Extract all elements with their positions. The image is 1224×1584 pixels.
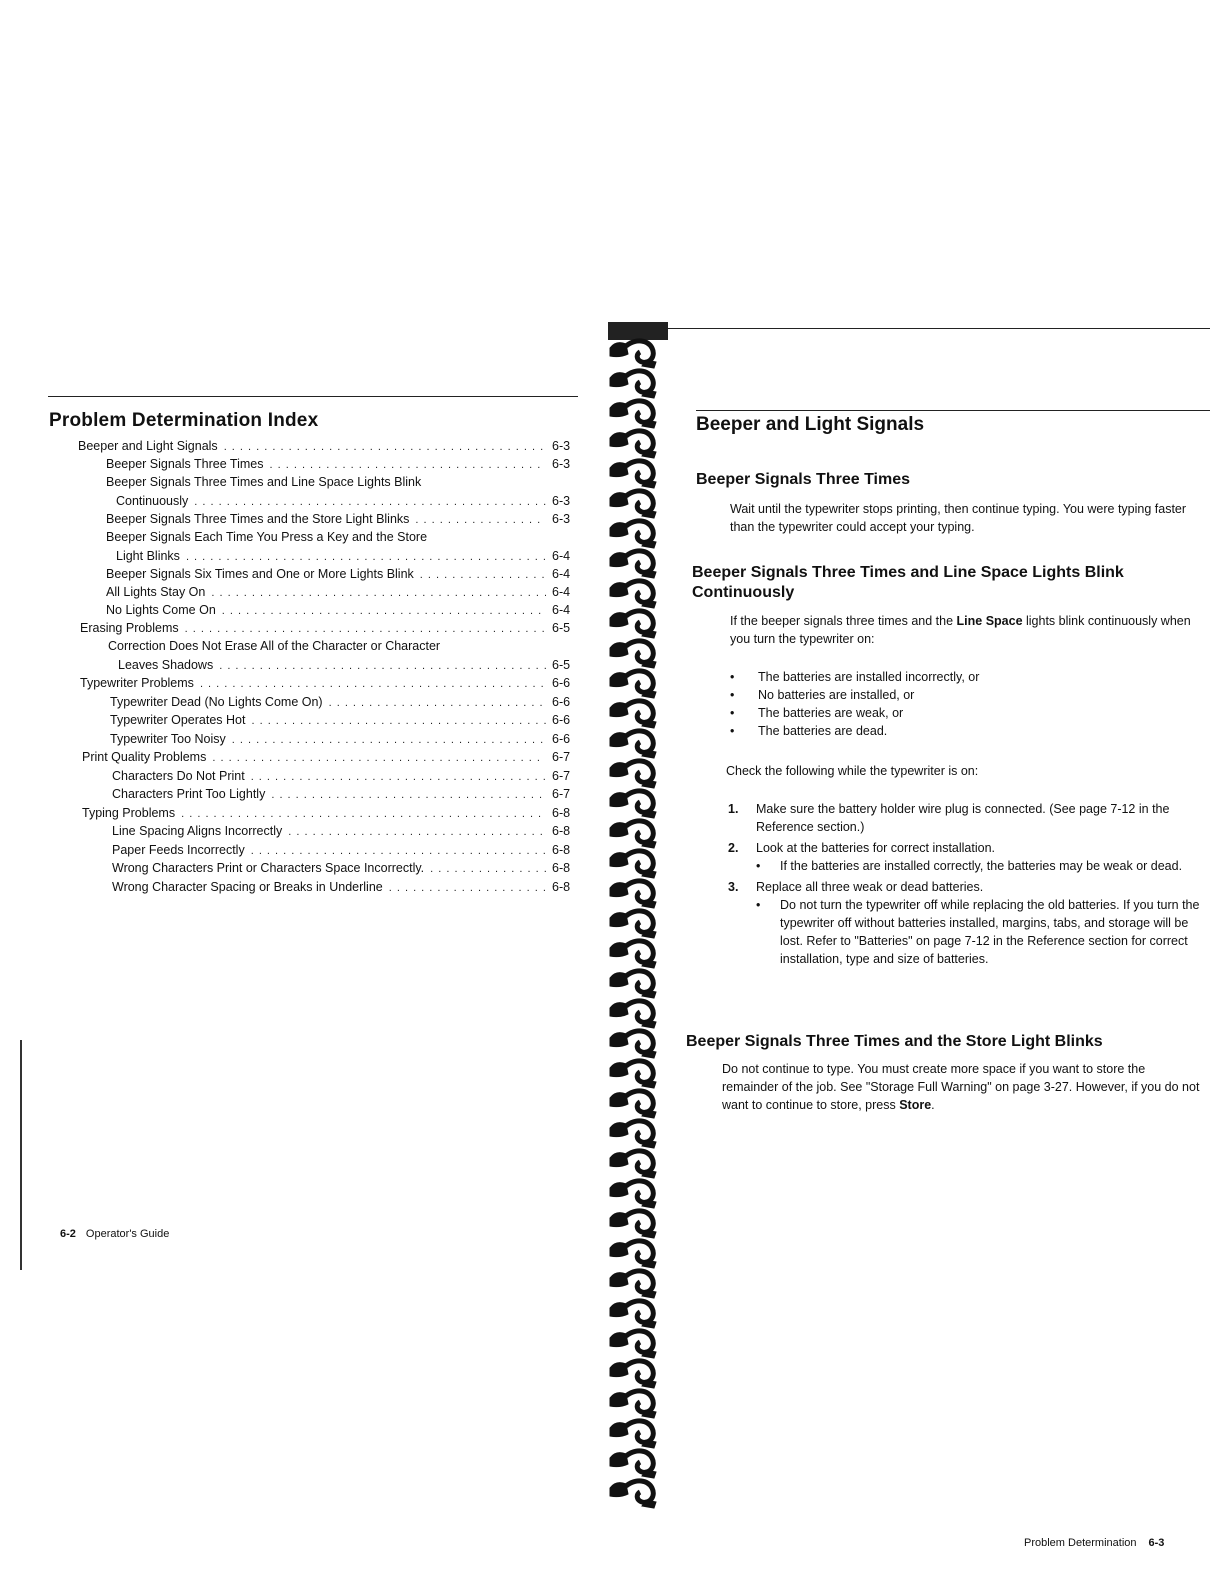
toc-page: 6-7 [552,787,571,801]
right-footer-text: Problem Determination [1024,1537,1137,1549]
toc-page: 6-6 [552,713,571,727]
toc-row-18[interactable] [112,768,578,784]
coil-loop [626,1481,653,1502]
coil-loop [626,701,653,722]
step-item [728,878,1210,968]
toc-row-13[interactable] [80,675,578,691]
toc-page: 6-6 [552,695,571,709]
left-page [0,0,600,1584]
coil-loop [626,641,653,662]
step-sub-item: • Do not turn the typewriter off while replacing the old batteries. If you turn the typewriter off without batteries installed, margins, tabs, and storage will be lost. Refer to "Batteries" on page 7-12 in the Reference section for correct installation, type and size of batteries. [756,898,1200,966]
spine-top-block [608,322,668,340]
intro-text-b: lights blink continuously when you turn the typewriter on: [730,614,1191,646]
step-sub-list [756,857,1210,875]
toc-page: 6-8 [552,880,571,894]
step-number: 2. [728,841,739,855]
toc-page: 6-8 [552,806,571,820]
step-text: Make sure the battery holder wire plug is connected. (See page 7-12 in the Reference section.) [756,802,1170,834]
coil-loop [626,791,653,812]
step-sub-item: • If the batteries are installed correctly, the batteries may be weak or dead. [756,859,1183,873]
right-page-title: Beeper and Light Signals [696,414,925,435]
toc-page: 6-3 [552,512,571,526]
section-3-text-b: . [931,1098,935,1112]
toc-label: Beeper Signals Three Times and Line Space Lights Blink [106,475,422,489]
coil-loop [626,1361,653,1382]
left-page-number: 6-2 [60,1228,76,1240]
toc-row-2[interactable] [106,474,578,490]
coil-loop [626,761,653,782]
toc-row-10[interactable] [80,620,578,636]
coil-loop [626,521,653,542]
toc-page: 6-6 [552,732,571,746]
toc-label: Typewriter Problems [80,676,194,690]
coil-loop [626,371,653,392]
coil-loop [626,911,653,932]
coil-loop [626,671,653,692]
toc-row-22[interactable] [112,842,578,858]
toc-row-7[interactable] [106,566,578,582]
toc-label: Typewriter Operates Hot [110,713,246,727]
bullet-icon: • [730,724,735,738]
toc-page: 6-4 [552,603,571,617]
step-item [728,800,1210,836]
toc-label: Print Quality Problems [82,750,207,764]
toc-label: No Lights Come On [106,603,216,617]
index-title: Problem Determination Index [49,410,319,431]
right-top-rule [660,328,1210,329]
coil-loop [626,1001,653,1022]
toc-label: All Lights Stay On [106,585,206,599]
toc-page: 6-4 [552,585,571,599]
coil-loop [626,1451,653,1472]
toc-label: Paper Feeds Incorrectly [112,843,245,857]
right-title-rule [696,410,1210,411]
toc-label: Beeper Signals Three Times [106,457,264,471]
intro-text-a: If the beeper signals three times and the [730,614,957,628]
toc-row-9[interactable] [106,602,578,618]
coil-loop [626,431,653,452]
toc-label: Characters Do Not Print [112,769,245,783]
toc-row-4[interactable] [106,511,578,527]
bullet-icon: • [730,670,735,684]
toc-row-11[interactable] [108,638,578,654]
toc-row-20[interactable] [82,805,578,821]
bullet-icon: • [756,859,761,873]
toc-page: 6-8 [552,824,571,838]
toc-page: 6-8 [552,861,571,875]
toc-page: 6-3 [552,494,571,508]
left-footer-text: Operator's Guide [85,1228,170,1240]
step-sub-list [756,896,1210,968]
coil-loop [626,821,653,842]
toc-label: Correction Does Not Erase All of the Character or Character [108,639,441,653]
coil-loop [626,851,653,872]
toc-label: Characters Print Too Lightly [112,787,266,801]
section-text-1: Wait until the typewriter stops printing, then continue typing. You were typing faster than the typewriter could accept your typing. [730,502,1187,534]
list-item: • The batteries are installed incorrectly, or [730,670,980,684]
list-item: • No batteries are installed, or [730,688,915,702]
toc-row-23[interactable] [112,860,578,876]
right-page [600,0,1224,1584]
coil-loop [626,1301,653,1322]
right-footer [1024,1537,1164,1549]
toc-page: 6-6 [552,676,571,690]
list-item: • The batteries are weak, or [730,706,904,720]
list-item: • The batteries are dead. [730,724,888,738]
coil-loop [626,401,653,422]
toc-row-16[interactable] [110,731,578,747]
bullet-icon: • [730,688,735,702]
section-heading-1: Beeper Signals Three Times [696,471,911,488]
step-text: Replace all three weak or dead batteries. [756,880,984,894]
toc-label: Typing Problems [82,806,176,820]
toc-row-8[interactable] [106,584,578,600]
coil-loop [626,941,653,962]
toc-page: 6-4 [552,567,571,581]
coil-loop [626,1211,653,1232]
coil-loop [626,1241,653,1262]
toc-page: 6-7 [552,750,571,764]
coil-loop [626,971,653,992]
coil-loop [626,1331,653,1352]
toc-row-24[interactable] [112,879,578,895]
toc-row-6[interactable] [116,548,578,564]
left-edge-line [20,1040,22,1270]
toc-label: Continuously [116,494,189,508]
toc-label: Wrong Characters Print or Characters Space Incorrectly. [112,861,425,875]
coil-loop [626,881,653,902]
bullet-icon: • [756,898,761,912]
step-text: Look at the batteries for correct installation. [756,841,996,855]
coil-loop [626,611,653,632]
section-3-text-a: Do not continue to type. You must create more space if you want to store the remainder of the job. See "Storage Full Warning" on page 3-27. However, if you do not want to continue to store, press [722,1062,1200,1112]
section-heading-2 [692,563,1212,603]
toc-label: Typewriter Too Noisy [110,732,226,746]
section-text-3 [722,1060,1202,1114]
toc-row-17[interactable] [82,749,578,765]
coil-loop [626,461,653,482]
toc-label: Beeper and Light Signals [78,439,218,453]
coil-loop [626,551,653,572]
toc-label: Leaves Shadows [118,658,214,672]
toc-page: 6-4 [552,549,571,563]
toc-label: Erasing Problems [80,621,179,635]
coil-loop [626,1061,653,1082]
toc-row-19[interactable] [112,786,578,802]
step-number: 3. [728,880,739,894]
coil-loop [626,1181,653,1202]
toc-label: Light Blinks [116,549,180,563]
toc-row-1[interactable] [106,456,578,472]
toc-label: Wrong Character Spacing or Breaks in Underline [112,880,383,894]
spiral-binding [608,322,680,1552]
check-steps [728,800,1210,971]
bullet-icon: • [730,706,735,720]
step-number: 1. [728,802,739,816]
section-heading-2-line2: Continuously [692,584,795,601]
toc-label: Beeper Signals Three Times and the Store Light Blinks [106,512,410,526]
coil-loop [626,1031,653,1052]
toc-page: 6-5 [552,658,571,672]
coil-loop [626,1421,653,1442]
right-page-number: 6-3 [1148,1537,1165,1549]
coil-loop [626,1091,653,1112]
toc-row-3[interactable] [116,493,578,509]
toc-page: 6-3 [552,457,571,471]
left-top-rule [48,396,578,397]
check-text: Check the following while the typewriter is on: [726,764,979,778]
toc-label: Beeper Signals Six Times and One or More Lights Blink [106,567,414,581]
toc-page: 6-8 [552,843,571,857]
toc-label: Typewriter Dead (No Lights Come On) [110,695,323,709]
toc-row-21[interactable] [112,823,578,839]
section-heading-2-line1: Beeper Signals Three Times and Line Space Lights Blink [692,564,1124,581]
section-2-intro [730,612,1214,648]
coil-loop [626,731,653,752]
left-footer [60,1228,169,1240]
line-space-label: Line Space [956,614,1023,628]
store-key-label: Store [899,1098,932,1112]
toc-row-12[interactable] [118,657,578,673]
coil-loop [626,1121,653,1142]
coil-loop [626,1271,653,1292]
coil-loop [626,491,653,512]
toc-label: Beeper Signals Each Time You Press a Key and the Store [106,530,428,544]
battery-condition-list [730,668,1170,740]
toc-row-15[interactable] [110,712,578,728]
section-heading-3: Beeper Signals Three Times and the Store Light Blinks [686,1033,1103,1050]
step-item [728,839,1210,875]
coil-loop [626,341,653,362]
toc-label: Line Spacing Aligns Incorrectly [112,824,283,838]
toc-row-14[interactable] [110,694,578,710]
toc-row-5[interactable] [106,529,578,545]
toc-page: 6-7 [552,769,571,783]
coil-loop [626,581,653,602]
toc-row-0[interactable] [78,438,578,454]
toc-page: 6-3 [552,439,571,453]
coil-loop [626,1151,653,1172]
toc-page: 6-5 [552,621,571,635]
coil-loop [626,1391,653,1412]
